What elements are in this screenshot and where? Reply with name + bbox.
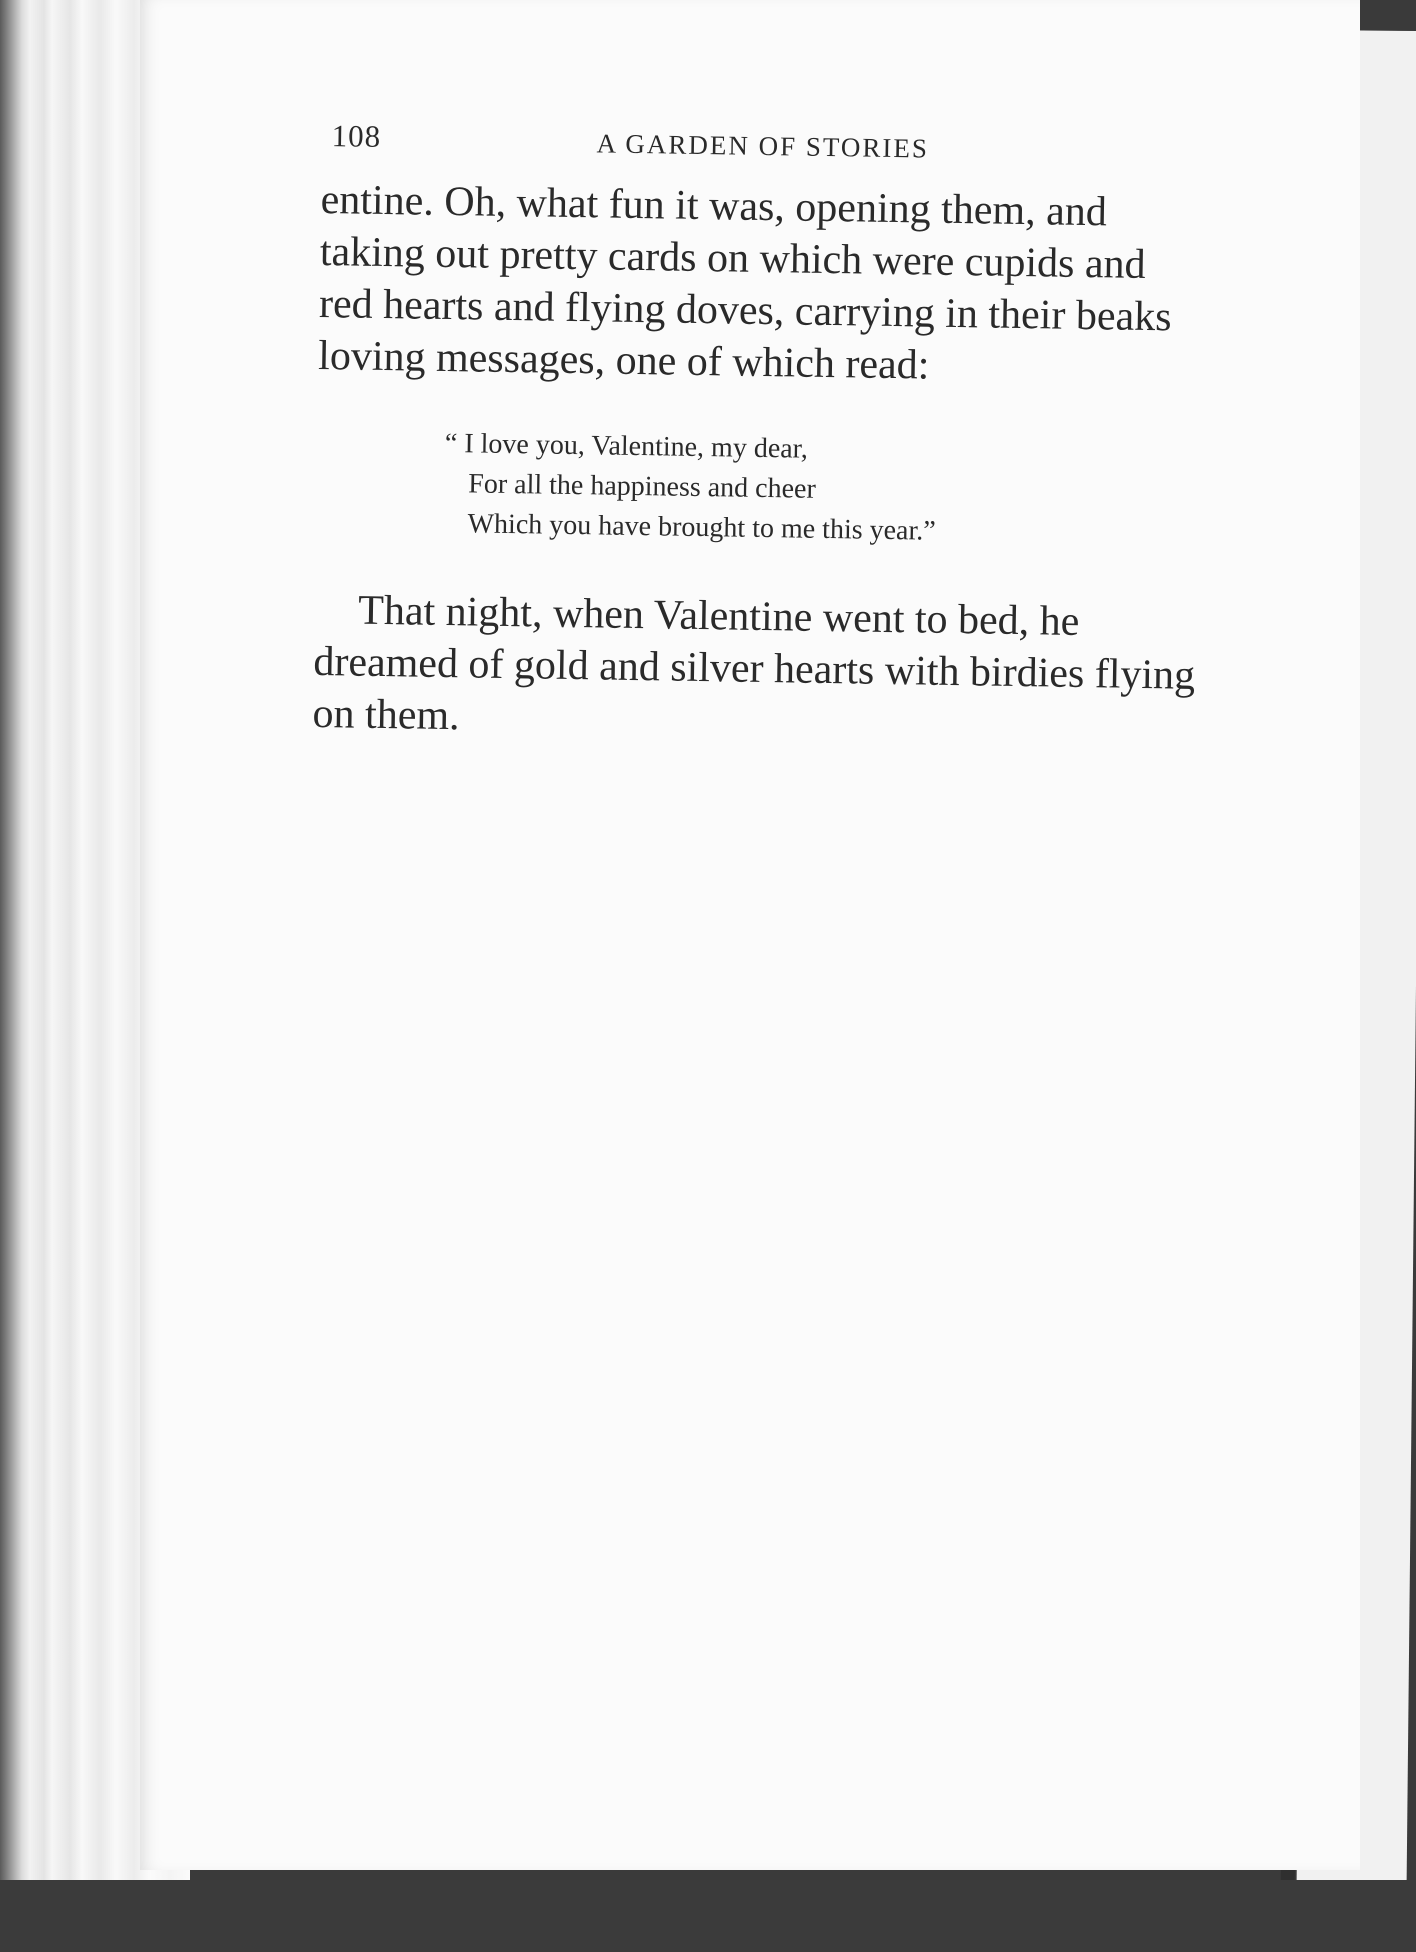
text-line: That night, when Valentine went to bed, he xyxy=(357,587,1080,645)
verse-line: Which you have brought to me this year.” xyxy=(467,508,936,547)
paragraph xyxy=(318,174,1256,397)
text-line: red hearts and flying doves, carrying in their beaks xyxy=(318,280,1172,341)
text-line: entine. Oh, what fun it was, opening them, and xyxy=(320,176,1108,236)
scan-background xyxy=(0,1880,1416,1952)
text-line: taking out pretty cards on which were cupids and xyxy=(319,228,1146,288)
running-title: A GARDEN OF STORIES xyxy=(596,128,930,164)
verse-line: For all the happiness and cheer xyxy=(468,468,817,505)
verse-quote xyxy=(443,424,1257,557)
text-line: loving messages, one of which read: xyxy=(317,332,930,389)
verse-line: “ I love you, Valentine, my dear, xyxy=(444,427,809,465)
page-text xyxy=(312,118,1262,755)
text-line: on them. xyxy=(312,690,460,740)
text-line: dreamed of gold and silver hearts with birdies flying xyxy=(313,638,1196,699)
page-number: 108 xyxy=(331,118,382,154)
paragraph xyxy=(312,584,1249,755)
